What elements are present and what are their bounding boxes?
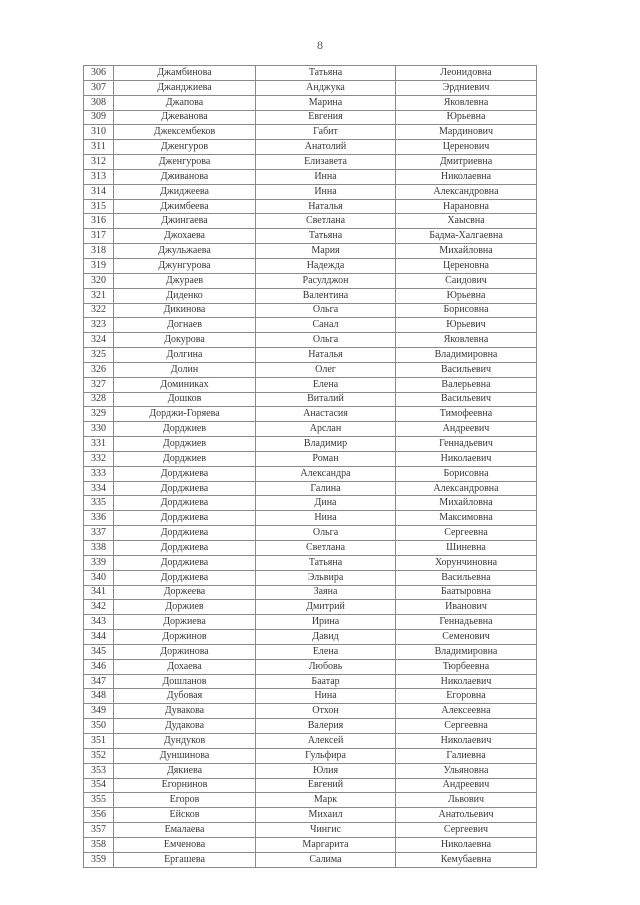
row-number-cell: 354 — [84, 778, 114, 793]
last-name-cell: Дорджиева — [114, 570, 256, 585]
patronymic-cell: Тюрбеевна — [396, 659, 537, 674]
last-name-cell: Догнаев — [114, 318, 256, 333]
patronymic-cell: Львович — [396, 793, 537, 808]
table-row — [84, 155, 537, 170]
patronymic-cell: Сергеевич — [396, 823, 537, 838]
patronymic-cell: Валерьевна — [396, 377, 537, 392]
table-row — [84, 303, 537, 318]
last-name-cell: Дорджиева — [114, 541, 256, 556]
last-name-cell: Джохаева — [114, 229, 256, 244]
patronymic-cell: Николаевич — [396, 733, 537, 748]
first-name-cell: Наталья — [256, 348, 396, 363]
table-row — [84, 541, 537, 556]
table-row — [84, 258, 537, 273]
table-row — [84, 733, 537, 748]
row-number-cell: 334 — [84, 481, 114, 496]
patronymic-cell: Николаевич — [396, 451, 537, 466]
row-number-cell: 314 — [84, 184, 114, 199]
last-name-cell: Емалаева — [114, 823, 256, 838]
first-name-cell: Эльвира — [256, 570, 396, 585]
row-number-cell: 312 — [84, 155, 114, 170]
patronymic-cell: Юрьевна — [396, 288, 537, 303]
patronymic-cell: Яковлевна — [396, 333, 537, 348]
last-name-cell: Ейсков — [114, 808, 256, 823]
last-name-cell: Джульжаева — [114, 244, 256, 259]
first-name-cell: Наталья — [256, 199, 396, 214]
row-number-cell: 310 — [84, 125, 114, 140]
last-name-cell: Докурова — [114, 333, 256, 348]
first-name-cell: Марина — [256, 95, 396, 110]
patronymic-cell: Борисовна — [396, 466, 537, 481]
last-name-cell: Джеванова — [114, 110, 256, 125]
last-name-cell: Дорджиева — [114, 526, 256, 541]
table-row — [84, 244, 537, 259]
last-name-cell: Дякиева — [114, 763, 256, 778]
first-name-cell: Нина — [256, 689, 396, 704]
row-number-cell: 324 — [84, 333, 114, 348]
first-name-cell: Инна — [256, 169, 396, 184]
patronymic-cell: Михайловна — [396, 496, 537, 511]
last-name-cell: Джиджеева — [114, 184, 256, 199]
patronymic-cell: Васильевич — [396, 392, 537, 407]
table-row — [84, 407, 537, 422]
row-number-cell: 359 — [84, 852, 114, 867]
first-name-cell: Дина — [256, 496, 396, 511]
row-number-cell: 320 — [84, 273, 114, 288]
table-row — [84, 451, 537, 466]
first-name-cell: Роман — [256, 451, 396, 466]
last-name-cell: Дорджи-Горяева — [114, 407, 256, 422]
row-number-cell: 337 — [84, 526, 114, 541]
row-number-cell: 328 — [84, 392, 114, 407]
last-name-cell: Долгина — [114, 348, 256, 363]
row-number-cell: 330 — [84, 422, 114, 437]
row-number-cell: 341 — [84, 585, 114, 600]
patronymic-cell: Васильевна — [396, 570, 537, 585]
first-name-cell: Татьяна — [256, 555, 396, 570]
first-name-cell: Ольга — [256, 333, 396, 348]
table-row — [84, 808, 537, 823]
last-name-cell: Доржинов — [114, 630, 256, 645]
first-name-cell: Инна — [256, 184, 396, 199]
patronymic-cell: Семенович — [396, 630, 537, 645]
table-row — [84, 674, 537, 689]
first-name-cell: Анджука — [256, 80, 396, 95]
table-row — [84, 704, 537, 719]
first-name-cell: Ольга — [256, 303, 396, 318]
patronymic-cell: Цереновна — [396, 258, 537, 273]
first-name-cell: Елена — [256, 377, 396, 392]
patronymic-cell: Васильевич — [396, 362, 537, 377]
table-row — [84, 644, 537, 659]
last-name-cell: Егоров — [114, 793, 256, 808]
first-name-cell: Александра — [256, 466, 396, 481]
roster-table — [83, 65, 537, 868]
first-name-cell: Виталий — [256, 392, 396, 407]
row-number-cell: 349 — [84, 704, 114, 719]
patronymic-cell: Тимофеевна — [396, 407, 537, 422]
first-name-cell: Салима — [256, 852, 396, 867]
first-name-cell: Анастасия — [256, 407, 396, 422]
table-row — [84, 615, 537, 630]
patronymic-cell: Владимировна — [396, 348, 537, 363]
last-name-cell: Дорджиева — [114, 496, 256, 511]
row-number-cell: 318 — [84, 244, 114, 259]
last-name-cell: Диденко — [114, 288, 256, 303]
last-name-cell: Дорджиев — [114, 437, 256, 452]
patronymic-cell: Николаевна — [396, 837, 537, 852]
table-row — [84, 229, 537, 244]
first-name-cell: Арслан — [256, 422, 396, 437]
patronymic-cell: Юрьевна — [396, 110, 537, 125]
table-row — [84, 95, 537, 110]
last-name-cell: Дорджиева — [114, 511, 256, 526]
table-row — [84, 496, 537, 511]
table-row — [84, 526, 537, 541]
table-row — [84, 348, 537, 363]
last-name-cell: Джексембеков — [114, 125, 256, 140]
last-name-cell: Ергашева — [114, 852, 256, 867]
table-row — [84, 214, 537, 229]
patronymic-cell: Александровна — [396, 481, 537, 496]
first-name-cell: Светлана — [256, 214, 396, 229]
patronymic-cell: Егоровна — [396, 689, 537, 704]
patronymic-cell: Хорунчиновна — [396, 555, 537, 570]
row-number-cell: 350 — [84, 719, 114, 734]
first-name-cell: Татьяна — [256, 229, 396, 244]
first-name-cell: Юлия — [256, 763, 396, 778]
last-name-cell: Дуншинова — [114, 748, 256, 763]
first-name-cell: Маргарита — [256, 837, 396, 852]
row-number-cell: 335 — [84, 496, 114, 511]
first-name-cell: Елена — [256, 644, 396, 659]
row-number-cell: 326 — [84, 362, 114, 377]
last-name-cell: Дженгуров — [114, 140, 256, 155]
table-row — [84, 110, 537, 125]
last-name-cell: Джингаева — [114, 214, 256, 229]
patronymic-cell: Бадма-Халгаевна — [396, 229, 537, 244]
row-number-cell: 353 — [84, 763, 114, 778]
row-number-cell: 323 — [84, 318, 114, 333]
last-name-cell: Емченова — [114, 837, 256, 852]
last-name-cell: Джимбеева — [114, 199, 256, 214]
row-number-cell: 352 — [84, 748, 114, 763]
row-number-cell: 344 — [84, 630, 114, 645]
first-name-cell: Санал — [256, 318, 396, 333]
first-name-cell: Михаил — [256, 808, 396, 823]
first-name-cell: Ольга — [256, 526, 396, 541]
row-number-cell: 348 — [84, 689, 114, 704]
patronymic-cell: Михайловна — [396, 244, 537, 259]
patronymic-cell: Юрьевич — [396, 318, 537, 333]
patronymic-cell: Сергеевна — [396, 719, 537, 734]
table-row — [84, 169, 537, 184]
table-row — [84, 66, 537, 81]
row-number-cell: 329 — [84, 407, 114, 422]
row-number-cell: 322 — [84, 303, 114, 318]
last-name-cell: Дженгурова — [114, 155, 256, 170]
table-row — [84, 689, 537, 704]
last-name-cell: Дорджиева — [114, 481, 256, 496]
patronymic-cell: Саидович — [396, 273, 537, 288]
first-name-cell: Ирина — [256, 615, 396, 630]
row-number-cell: 316 — [84, 214, 114, 229]
first-name-cell: Гульфира — [256, 748, 396, 763]
patronymic-cell: Борисовна — [396, 303, 537, 318]
last-name-cell: Дорджиева — [114, 555, 256, 570]
patronymic-cell: Владимировна — [396, 644, 537, 659]
table-row — [84, 140, 537, 155]
last-name-cell: Дорджиев — [114, 422, 256, 437]
row-number-cell: 342 — [84, 600, 114, 615]
table-row — [84, 333, 537, 348]
row-number-cell: 325 — [84, 348, 114, 363]
row-number-cell: 333 — [84, 466, 114, 481]
last-name-cell: Дохаева — [114, 659, 256, 674]
patronymic-cell: Максимовна — [396, 511, 537, 526]
row-number-cell: 309 — [84, 110, 114, 125]
row-number-cell: 336 — [84, 511, 114, 526]
patronymic-cell: Андреевич — [396, 422, 537, 437]
row-number-cell: 345 — [84, 644, 114, 659]
last-name-cell: Джанджиева — [114, 80, 256, 95]
table-row — [84, 793, 537, 808]
patronymic-cell: Геннадьевич — [396, 437, 537, 452]
last-name-cell: Дорджиева — [114, 466, 256, 481]
table-row — [84, 377, 537, 392]
table-row — [84, 199, 537, 214]
table-row — [84, 466, 537, 481]
first-name-cell: Габит — [256, 125, 396, 140]
table-row — [84, 511, 537, 526]
table-row — [84, 392, 537, 407]
table-row — [84, 80, 537, 95]
table-row — [84, 659, 537, 674]
first-name-cell: Галина — [256, 481, 396, 496]
patronymic-cell: Эрдниевич — [396, 80, 537, 95]
last-name-cell: Дикинова — [114, 303, 256, 318]
table-row — [84, 719, 537, 734]
last-name-cell: Доржеева — [114, 585, 256, 600]
table-row — [84, 288, 537, 303]
table-row — [84, 422, 537, 437]
table-row — [84, 481, 537, 496]
patronymic-cell: Дмитриевна — [396, 155, 537, 170]
patronymic-cell: Хаысвна — [396, 214, 537, 229]
page-number: 8 — [317, 38, 323, 52]
patronymic-cell: Анатольевич — [396, 808, 537, 823]
table-row — [84, 437, 537, 452]
row-number-cell: 321 — [84, 288, 114, 303]
table-row — [84, 837, 537, 852]
patronymic-cell: Николаевич — [396, 674, 537, 689]
table-row — [84, 823, 537, 838]
first-name-cell: Нина — [256, 511, 396, 526]
row-number-cell: 332 — [84, 451, 114, 466]
last-name-cell: Дубовая — [114, 689, 256, 704]
table-row — [84, 852, 537, 867]
table-row — [84, 570, 537, 585]
patronymic-cell: Иванович — [396, 600, 537, 615]
table-row — [84, 184, 537, 199]
row-number-cell: 351 — [84, 733, 114, 748]
first-name-cell: Мария — [256, 244, 396, 259]
patronymic-cell: Кемубаевна — [396, 852, 537, 867]
first-name-cell: Дмитрий — [256, 600, 396, 615]
first-name-cell: Евгения — [256, 110, 396, 125]
last-name-cell: Джапова — [114, 95, 256, 110]
last-name-cell: Джунгурова — [114, 258, 256, 273]
row-number-cell: 331 — [84, 437, 114, 452]
last-name-cell: Доминиках — [114, 377, 256, 392]
row-number-cell: 317 — [84, 229, 114, 244]
table-row — [84, 748, 537, 763]
roster-body — [84, 66, 537, 868]
patronymic-cell: Мардинович — [396, 125, 537, 140]
patronymic-cell: Александровна — [396, 184, 537, 199]
first-name-cell: Отхон — [256, 704, 396, 719]
last-name-cell: Дундуков — [114, 733, 256, 748]
row-number-cell: 357 — [84, 823, 114, 838]
patronymic-cell: Геннадьевна — [396, 615, 537, 630]
row-number-cell: 338 — [84, 541, 114, 556]
row-number-cell: 319 — [84, 258, 114, 273]
first-name-cell: Расулджон — [256, 273, 396, 288]
table-row — [84, 273, 537, 288]
table-row — [84, 778, 537, 793]
row-number-cell: 358 — [84, 837, 114, 852]
last-name-cell: Дошков — [114, 392, 256, 407]
first-name-cell: Баатар — [256, 674, 396, 689]
last-name-cell: Егорнинов — [114, 778, 256, 793]
last-name-cell: Дудакова — [114, 719, 256, 734]
row-number-cell: 327 — [84, 377, 114, 392]
row-number-cell: 313 — [84, 169, 114, 184]
last-name-cell: Долин — [114, 362, 256, 377]
row-number-cell: 347 — [84, 674, 114, 689]
patronymic-cell: Андреевич — [396, 778, 537, 793]
last-name-cell: Доржиева — [114, 615, 256, 630]
row-number-cell: 339 — [84, 555, 114, 570]
row-number-cell: 306 — [84, 66, 114, 81]
patronymic-cell: Церенович — [396, 140, 537, 155]
table-row — [84, 362, 537, 377]
last-name-cell: Джураев — [114, 273, 256, 288]
patronymic-cell: Яковлевна — [396, 95, 537, 110]
patronymic-cell: Шиневна — [396, 541, 537, 556]
patronymic-cell: Баатыровна — [396, 585, 537, 600]
first-name-cell: Валентина — [256, 288, 396, 303]
last-name-cell: Джамбинова — [114, 66, 256, 81]
first-name-cell: Надежда — [256, 258, 396, 273]
row-number-cell: 346 — [84, 659, 114, 674]
last-name-cell: Доржинова — [114, 644, 256, 659]
first-name-cell: Евгений — [256, 778, 396, 793]
patronymic-cell: Галиевна — [396, 748, 537, 763]
row-number-cell: 308 — [84, 95, 114, 110]
first-name-cell: Валерия — [256, 719, 396, 734]
first-name-cell: Марк — [256, 793, 396, 808]
row-number-cell: 311 — [84, 140, 114, 155]
patronymic-cell: Ульяновна — [396, 763, 537, 778]
first-name-cell: Татьяна — [256, 66, 396, 81]
last-name-cell: Дошланов — [114, 674, 256, 689]
row-number-cell: 307 — [84, 80, 114, 95]
first-name-cell: Чингис — [256, 823, 396, 838]
first-name-cell: Анатолий — [256, 140, 396, 155]
table-row — [84, 585, 537, 600]
row-number-cell: 340 — [84, 570, 114, 585]
patronymic-cell: Нарановна — [396, 199, 537, 214]
first-name-cell: Владимир — [256, 437, 396, 452]
patronymic-cell: Николаевна — [396, 169, 537, 184]
patronymic-cell: Леонидовна — [396, 66, 537, 81]
first-name-cell: Любовь — [256, 659, 396, 674]
first-name-cell: Светлана — [256, 541, 396, 556]
row-number-cell: 315 — [84, 199, 114, 214]
row-number-cell: 343 — [84, 615, 114, 630]
table-row — [84, 630, 537, 645]
first-name-cell: Олег — [256, 362, 396, 377]
last-name-cell: Дорджиев — [114, 451, 256, 466]
table-row — [84, 600, 537, 615]
last-name-cell: Дувакова — [114, 704, 256, 719]
row-number-cell: 356 — [84, 808, 114, 823]
first-name-cell: Давид — [256, 630, 396, 645]
patronymic-cell: Сергеевна — [396, 526, 537, 541]
table-row — [84, 318, 537, 333]
first-name-cell: Елизавета — [256, 155, 396, 170]
table-row — [84, 125, 537, 140]
first-name-cell: Алексей — [256, 733, 396, 748]
patronymic-cell: Алексеевна — [396, 704, 537, 719]
last-name-cell: Доржиев — [114, 600, 256, 615]
last-name-cell: Дживанова — [114, 169, 256, 184]
table-row — [84, 555, 537, 570]
row-number-cell: 355 — [84, 793, 114, 808]
table-row — [84, 763, 537, 778]
first-name-cell: Заяна — [256, 585, 396, 600]
